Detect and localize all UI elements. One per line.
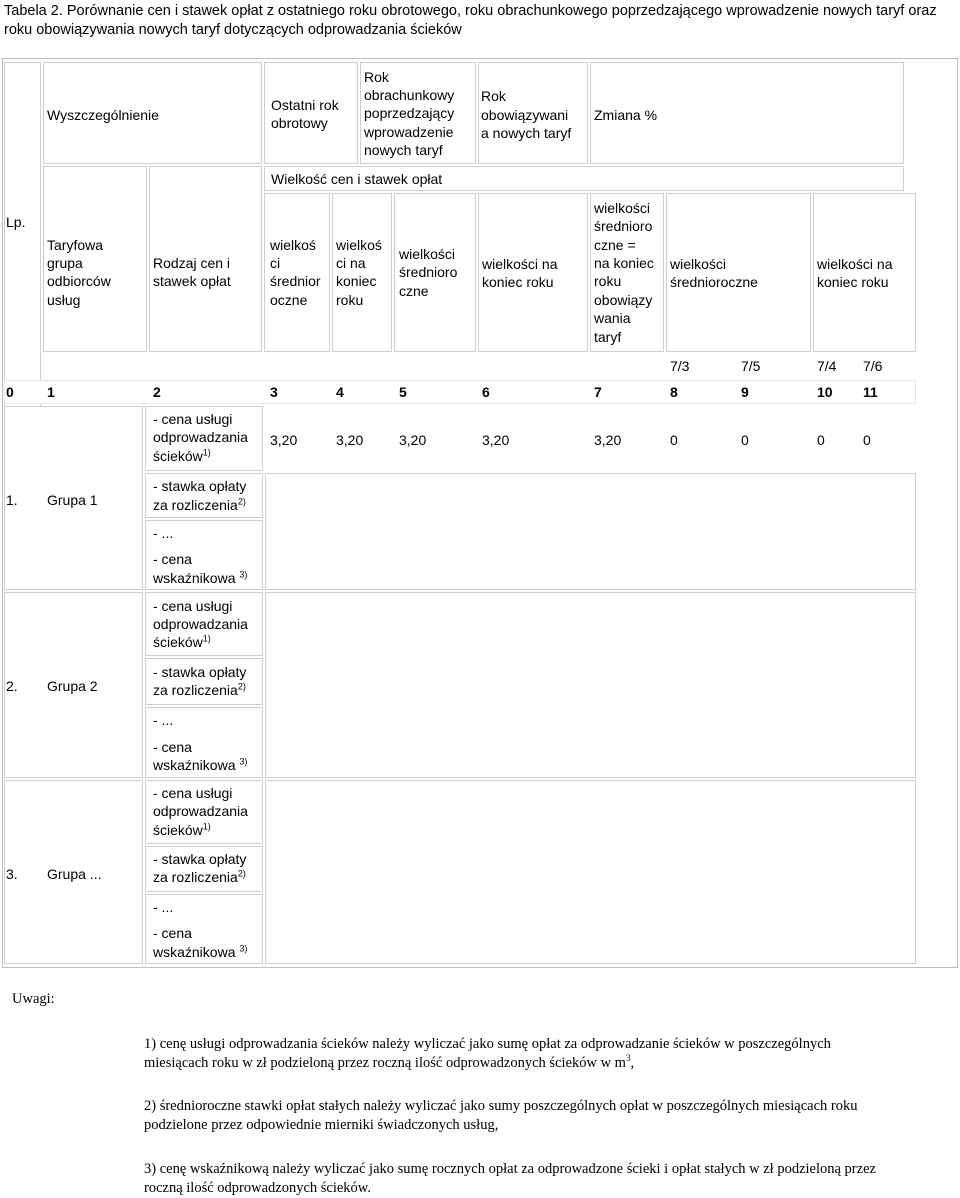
ratio-7-5: 7/5 xyxy=(741,358,761,374)
col9-line1: wielkości na xyxy=(817,256,893,272)
colnum-10: 10 xyxy=(817,384,833,400)
g1-stawka-line1: - stawka opłaty xyxy=(153,478,247,494)
colnum-0: 0 xyxy=(6,384,14,400)
ratio-7-6: 7/6 xyxy=(863,358,883,374)
note-3-line1: 3) cenę wskaźnikową należy wyliczać jako sumę rocznych opłat za odprowadzone ścieki i opłat stałych w zł podzieloną przez xyxy=(144,1161,876,1177)
g1-cena-line1: - cena usługi xyxy=(153,411,233,427)
ratio-7-3: 7/3 xyxy=(670,358,690,374)
note-1-line1: 1) cenę usługi odprowadzania ścieków należy wyliczać jako sumę opłat za odprowadzanie ścieków w poszczególnych xyxy=(144,1036,831,1052)
col7-line6: obowiązy xyxy=(594,292,653,308)
col3-line4: oczne xyxy=(270,292,308,308)
col3-line1: wielkoś xyxy=(270,237,316,253)
wielkosc-header: Wielkość cen i stawek opłat xyxy=(271,171,443,187)
col5-line1: wielkości xyxy=(399,246,456,262)
group3-name: Grupa ... xyxy=(47,866,102,882)
col3-line2: ci xyxy=(270,255,281,271)
value-col6: 3,20 xyxy=(482,432,510,448)
g1-cena-line3: ścieków$^{1)}$ xyxy=(153,447,211,464)
rok-obow-line3: a nowych taryf xyxy=(481,125,572,141)
g2-stawka-line1: - stawka opłaty xyxy=(153,664,247,680)
colnum-3: 3 xyxy=(270,384,278,400)
number-row xyxy=(4,380,916,404)
rok-obrach-line3: poprzedzający xyxy=(364,105,455,121)
g2-wsk-line1: - cena xyxy=(153,739,192,755)
colnum-5: 5 xyxy=(399,384,407,400)
col4-line3: koniec xyxy=(336,273,377,289)
note-3-line2: roczną ilość odprowadzonych ścieków. xyxy=(144,1180,371,1196)
g1-wsk-line2: wskaźnikowa $^{3)}$ xyxy=(153,569,248,586)
g3-dots: - ... xyxy=(153,899,174,915)
rok-obow-line1: Rok xyxy=(481,88,506,104)
group2-name: Grupa 2 xyxy=(47,678,98,694)
col7-line5: roku xyxy=(594,273,622,289)
ostatni-rok-line1: Ostatni rok xyxy=(271,97,339,113)
col4-line2: ci na xyxy=(336,255,366,271)
col7-line1: wielkości xyxy=(594,200,651,216)
rodzaj-line1: Rodzaj cen i xyxy=(153,255,231,271)
col6-line1: wielkości na xyxy=(482,256,558,272)
rok-obrach-line5: nowych taryf xyxy=(364,142,443,158)
col4-line4: roku xyxy=(336,292,364,308)
g2-cena-line3: ścieków$^{1)}$ xyxy=(153,633,211,650)
col7-line7: wania xyxy=(594,310,631,326)
col8-line1: wielkości xyxy=(670,256,727,272)
zmiana-header: Zmiana % xyxy=(594,107,658,123)
g2-dots: - ... xyxy=(153,712,174,728)
ostatni-rok-line2: obrotowy xyxy=(271,115,328,131)
colnum-11: 11 xyxy=(863,384,878,400)
rok-obrach-line2: obrachunkowy xyxy=(364,87,455,103)
value-col3: 3,20 xyxy=(270,432,298,448)
g2-cena-line2: odprowadzania xyxy=(153,616,248,632)
g2-wsk-line2: wskaźnikowa $^{3)}$ xyxy=(153,756,248,773)
value-col7: 3,20 xyxy=(594,432,622,448)
colnum-7: 7 xyxy=(594,384,602,400)
g3-empty-cell xyxy=(265,780,916,964)
group3-lp: 3. xyxy=(6,866,18,882)
value-col10: 0 xyxy=(817,432,825,448)
col8-line2: średnioroczne xyxy=(670,274,758,290)
value-col4: 3,20 xyxy=(336,432,364,448)
g2-cena-line1: - cena usługi xyxy=(153,598,233,614)
g2-empty-cell xyxy=(265,592,916,778)
table-caption-text: Porównanie cen i stawek opłat z ostatniego roku obrotowego, roku obrachunkowego poprzedzającego wprowadzenie nowych taryf oraz roku obowiązywania nowych taryf dotyczących odprowadzania ścieków xyxy=(4,3,937,38)
col9-line2: koniec roku xyxy=(817,274,889,290)
col5-line3: czne xyxy=(399,283,429,299)
col4-line1: wielkoś xyxy=(336,237,382,253)
colnum-9: 9 xyxy=(741,384,749,400)
g3-wsk-line1: - cena xyxy=(153,925,192,941)
value-col11: 0 xyxy=(863,432,871,448)
g1-dots: - ... xyxy=(153,525,174,541)
notes-label: Uwagi: xyxy=(12,991,55,1007)
g2-stawka-line2: za rozliczenia$^{2)}$ xyxy=(153,681,246,698)
colnum-2: 2 xyxy=(153,384,161,400)
colnum-4: 4 xyxy=(336,384,344,400)
g3-stawka-line1: - stawka opłaty xyxy=(153,851,247,867)
g1-stawka-line2: za rozliczenia$^{2)}$ xyxy=(153,496,246,513)
value-col9: 0 xyxy=(741,432,749,448)
col7-line2: średnioro xyxy=(594,218,653,234)
col7-line4: na koniec xyxy=(594,255,654,271)
ratio-7-4: 7/4 xyxy=(817,358,837,374)
group1-name: Grupa 1 xyxy=(47,492,98,508)
g1-cena-line2: odprowadzania xyxy=(153,429,248,445)
g3-wsk-line2: wskaźnikowa $^{3)}$ xyxy=(153,943,248,960)
g1-empty-cell xyxy=(265,473,916,590)
col5-line2: średnioro xyxy=(399,264,458,280)
colnum-8: 8 xyxy=(670,384,678,400)
rok-obrach-line4: wprowadzenie xyxy=(364,124,454,140)
note-2-line2: podzielone przez odpowiednie mierniki świadczonych usług, xyxy=(144,1117,499,1133)
col7-line3: czne = xyxy=(594,237,636,253)
colnum-6: 6 xyxy=(482,384,490,400)
rok-obow-line2: obowiązywani xyxy=(481,107,569,123)
taryfowa-line3: odbiorców xyxy=(47,273,111,289)
g3-stawka-line2: za rozliczenia$^{2)}$ xyxy=(153,868,246,885)
value-col8: 0 xyxy=(670,432,678,448)
rodzaj-line2: stawek opłat xyxy=(153,273,231,289)
lp-header: Lp. xyxy=(6,214,26,230)
group1-lp: 1. xyxy=(6,492,18,508)
taryfowa-line1: Taryfowa xyxy=(47,237,104,253)
colnum-1: 1 xyxy=(47,384,55,400)
rok-obrach-line1: Rok xyxy=(364,69,389,85)
table-caption xyxy=(4,2,956,40)
wyszczegolnienie-header: Wyszczególnienie xyxy=(47,107,159,123)
table-caption-label: Tabela 2. xyxy=(4,3,63,19)
group2-lp: 2. xyxy=(6,678,18,694)
taryfowa-line4: usług xyxy=(47,292,81,308)
col7-line8: taryf xyxy=(594,329,622,345)
note-1-line2: miesiącach roku w zł podzieloną przez roczną ilość odprowadzonych ścieków w $m^3$, xyxy=(144,1053,635,1071)
g3-cena-line1: - cena usługi xyxy=(153,785,233,801)
taryfowa-line2: grupa xyxy=(47,255,83,271)
note-2-line1: 2) średnioroczne stawki opłat stałych należy wyliczać jako sumy poszczególnych opłat w poszczególnych miesiącach roku xyxy=(144,1098,858,1114)
col6-line2: koniec roku xyxy=(482,274,554,290)
lp-header-cell xyxy=(4,62,41,465)
g1-wsk-line1: - cena xyxy=(153,551,192,567)
value-col5: 3,20 xyxy=(399,432,427,448)
g3-cena-line2: odprowadzania xyxy=(153,803,248,819)
col3-line3: średnior xyxy=(270,273,321,289)
g3-cena-line3: ścieków$^{1)}$ xyxy=(153,821,211,838)
